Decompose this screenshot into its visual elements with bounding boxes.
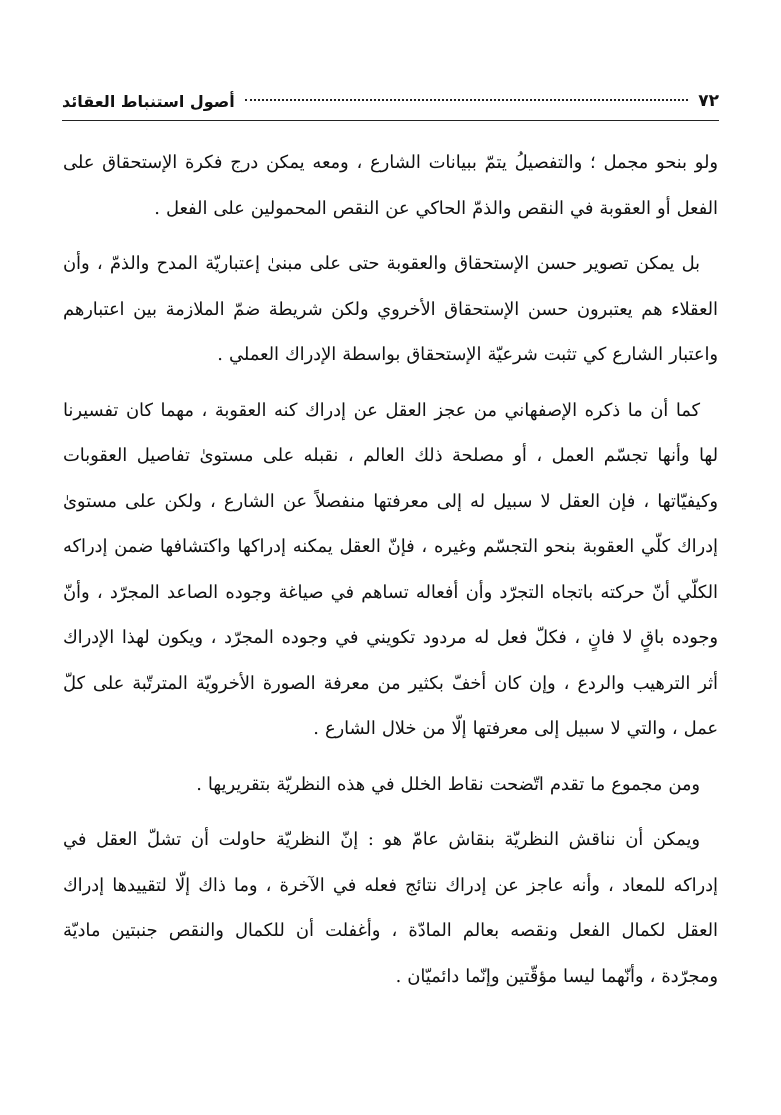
paragraph: بل يمكن تصوير حسن الإستحقاق والعقوبة حتى على مبنىٰ إعتباريّة المدح والذمّ ، وأن العقلاء هم يعتبرون حسن الإستحقاق الأخروي ولكن شريطة ضمّ الملازمة بين اعتبارهم واعتبار الشارع كي تثبت شرعيّة الإستحقاق بواسطة الإدراك العملي . bbox=[63, 253, 718, 365]
paragraph: ولو بنحو مجمل ؛ والتفصيلُ يتمّ ببيانات الشارع ، ومعه يمكن درج فكرة الإستحقاق على الفعل أو العقوبة في النقص والذمّ الحاكي عن النقص المحمولين على الفعل . bbox=[63, 152, 718, 219]
dotted-leader bbox=[245, 99, 689, 101]
paragraph: ويمكن أن نناقش النظريّة بنقاش عامّ هو : إنّ النظريّة حاولت أن تشلّ العقل في إدراكه للمعاد ، وأنه عاجز عن إدراك نتائج فعله في الآخرة ، وما ذاك إلّا لتقييدها إدراك العقل لكمال الفعل ونقصه بعالم المادّة ، وأغفلت أن للكمال والنقص جنبتين ماديّة ومجرّدة ، وأنّهما ليسا مؤقّتين وإنّما دائميّان . bbox=[63, 829, 718, 987]
paragraph: كما أن ما ذكره الإصفهاني من عجز العقل عن إدراك كنه العقوبة ، مهما كان تفسيرنا لها وأنها تجسّم العمل ، أو مصلحة ذلك العالم ، نقبله على مستوىٰ تفاصيل العقوبات وكيفيّاتها ، فإن العقل لا سبيل له إلى معرفتها منفصلاً عن الشارع ، ولكن على مستوىٰ إدراك كلّي العقوبة بنحو التجسّم وغيره ، فإنّ العقل يمكنه إدراكها واكتشافها ضمن إدراكه الكلّي أنّ حركته باتجاه التجرّد وأن أفعاله تساهم في صياغة وجوده الصاعد المجرّد ، وأنّ وجوده باقٍ لا فانٍ ، فكلّ فعل له مردود تكويني في وجوده المجرّد ، ويكون لهذا الإدراك أثر الترهيب والردع ، وإن كان أخفّ بكثير من معرفة الصورة الأخرويّة المترتّبة على كلّ عمل ، والتي لا سبيل إلى معرفتها إلّا من خلال الشارع . bbox=[63, 399, 718, 739]
page-header bbox=[62, 86, 719, 121]
paragraph: ومن مجموع ما تقدم اتّضحت نقاط الخلل في هذه النظريّة بتقريريها . bbox=[196, 773, 700, 795]
body-text bbox=[63, 140, 718, 1009]
page-number: ٧٢ bbox=[698, 91, 719, 111]
running-title: أصول استنباط العقائد bbox=[62, 91, 235, 111]
